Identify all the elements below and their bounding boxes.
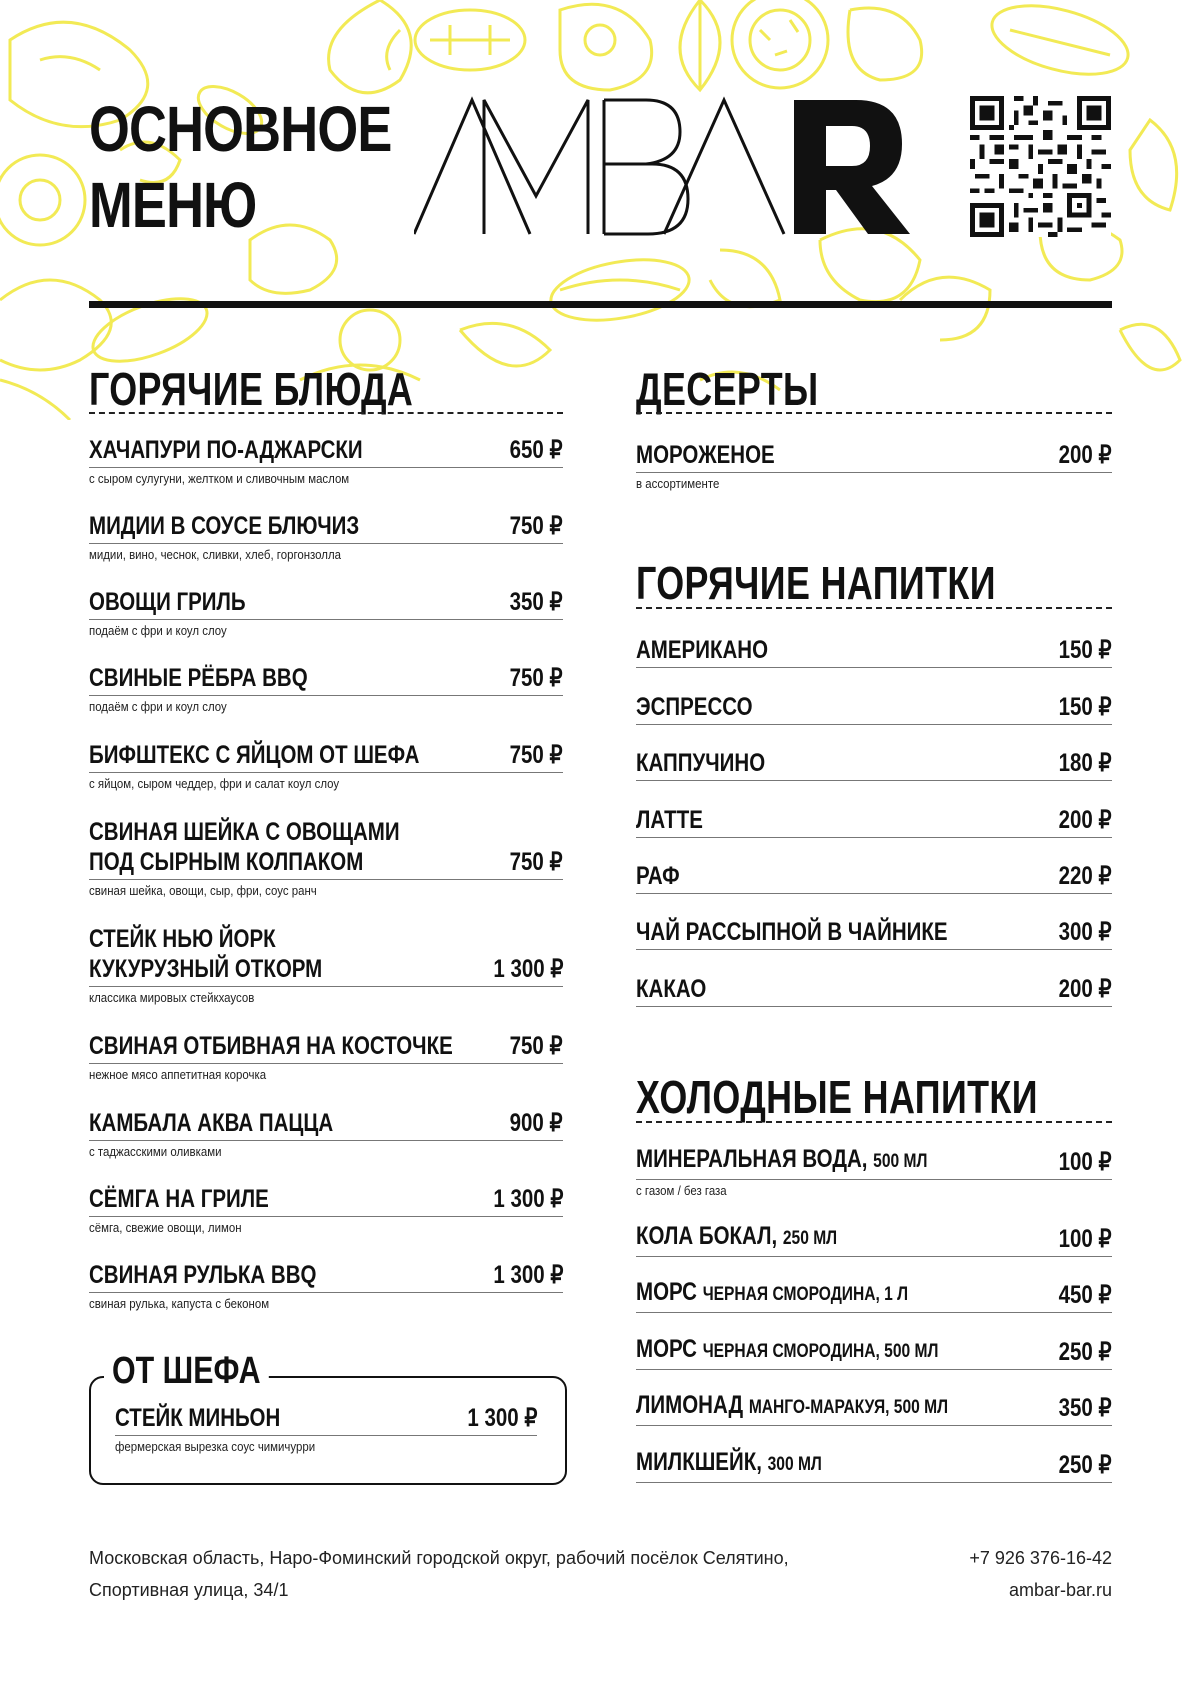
item-name: СТЕЙК МИНЬОН — [115, 1404, 281, 1432]
item-underline — [89, 986, 563, 987]
item-price: 1 300 ₽ — [492, 955, 563, 983]
item-price: 750 ₽ — [510, 848, 563, 876]
item-underline — [89, 467, 563, 468]
item-price: 220 ₽ — [1059, 862, 1112, 890]
item-name — [636, 805, 703, 835]
section-divider — [636, 412, 1112, 414]
item-name — [636, 974, 706, 1004]
menu-item — [636, 917, 1112, 947]
footer-address-line-1: Московская область, Наро-Фоминский городской округ, рабочий посёлок Селятино, — [89, 1548, 789, 1568]
item-volume: ЧЕРНАЯ СМОРОДИНА, 1 Л — [702, 1284, 909, 1305]
item-description: подаём с фри и коул слоу — [89, 699, 227, 714]
item-underline — [636, 667, 1112, 668]
item-description: с сыром сулугуни, желтком и сливочным маслом — [89, 471, 350, 486]
item-name — [89, 847, 363, 877]
item-price: 250 ₽ — [1059, 1451, 1112, 1479]
menu-item — [89, 663, 563, 714]
item-underline — [89, 1063, 563, 1064]
menu-item — [636, 861, 1112, 891]
menu-item — [89, 925, 563, 1005]
item-description: с таджасскими оливками — [89, 1144, 222, 1159]
item-name-text: АМЕРИКАНО — [636, 636, 769, 664]
menu-item — [89, 511, 563, 562]
item-price: 350 ₽ — [510, 588, 563, 616]
item-name-text: МОРС — [636, 1278, 698, 1306]
item-name — [636, 1221, 837, 1254]
item-description: с яйцом, сыром чеддер, фри и салат коул слоу — [89, 776, 340, 791]
item-description: с газом / без газа — [636, 1183, 727, 1198]
item-price: 1 300 ₽ — [492, 1185, 563, 1213]
item-name — [636, 635, 768, 665]
item-price: 1 300 ₽ — [492, 1261, 563, 1289]
item-underline — [636, 1425, 1112, 1426]
item-name-text: РАФ — [636, 862, 680, 890]
item-description: фермерская вырезка соус чимичурри — [115, 1439, 316, 1454]
item-name — [636, 692, 753, 722]
item-name — [636, 917, 948, 947]
item-underline — [636, 837, 1112, 838]
item-price: 750 ₽ — [510, 512, 563, 540]
menu-item — [89, 1260, 563, 1311]
section-title: ГОРЯЧИЕ НАПИТКИ — [636, 557, 996, 609]
item-name — [636, 1277, 908, 1310]
item-name-text: СВИНЫЕ РЁБРА BBQ — [89, 664, 308, 692]
item-price: 900 ₽ — [510, 1109, 563, 1137]
item-price: 100 ₽ — [1059, 1225, 1112, 1253]
menu-item — [636, 1280, 1112, 1310]
item-underline — [89, 619, 563, 620]
item-name-text: ХАЧАПУРИ ПО-АДЖАРСКИ — [89, 436, 363, 464]
menu-item — [636, 1145, 1112, 1198]
item-price: 300 ₽ — [1059, 918, 1112, 946]
item-name — [89, 954, 322, 984]
item-name — [89, 511, 359, 541]
section-divider — [636, 1121, 1112, 1123]
item-name-text: МОРС — [636, 1335, 698, 1363]
item-name-text: КАКАО — [636, 975, 707, 1003]
item-underline — [89, 1216, 563, 1217]
item-underline — [89, 695, 563, 696]
item-underline — [636, 780, 1112, 781]
item-underline — [89, 1140, 563, 1141]
menu-item — [89, 1031, 563, 1082]
chef-special-title: ОТ ШЕФА — [104, 1350, 269, 1393]
item-name — [636, 1447, 822, 1480]
item-price: 650 ₽ — [510, 436, 563, 464]
item-underline — [636, 724, 1112, 725]
item-price: 750 ₽ — [510, 1032, 563, 1060]
title-line-2: МЕНЮ — [89, 168, 257, 241]
section-title: ДЕСЕРТЫ — [636, 363, 819, 415]
item-volume: 300 МЛ — [767, 1454, 822, 1475]
menu-item — [636, 1224, 1112, 1254]
item-price: 200 ₽ — [1059, 806, 1112, 834]
item-volume: ЧЕРНАЯ СМОРОДИНА, 500 МЛ — [702, 1341, 939, 1362]
item-name — [89, 435, 363, 465]
item-name-text: ЧАЙ РАССЫПНОЙ В ЧАЙНИКЕ — [636, 918, 948, 946]
menu-item — [636, 692, 1112, 722]
item-name — [636, 1334, 938, 1367]
section-title: ГОРЯЧИЕ БЛЮДА — [89, 363, 414, 415]
item-name-text: СЁМГА НА ГРИЛЕ — [89, 1185, 269, 1213]
item-underline — [636, 1312, 1112, 1313]
menu-item — [89, 1184, 563, 1235]
menu-item — [89, 740, 563, 791]
item-name — [89, 1184, 269, 1214]
item-description: подаём с фри и коул слоу — [89, 623, 227, 638]
header-divider — [89, 301, 1112, 308]
menu-item — [636, 974, 1112, 1004]
item-underline — [636, 472, 1112, 473]
item-name-text: КАППУЧИНО — [636, 749, 766, 777]
item-underline — [89, 543, 563, 544]
menu-item — [89, 818, 563, 898]
item-name-text: ЛИМОНАД — [636, 1391, 744, 1419]
item-underline — [89, 772, 563, 773]
ambar-logo — [414, 96, 924, 236]
item-name-text: МИДИИ В СОУСЕ БЛЮЧИЗ — [89, 512, 360, 540]
item-name-text: МИНЕРАЛЬНАЯ ВОДА, — [636, 1145, 868, 1173]
menu-item — [89, 1108, 563, 1159]
menu-item — [89, 587, 563, 638]
item-name — [636, 1144, 927, 1177]
menu-item — [636, 1450, 1112, 1480]
footer-address-line-2: Спортивная улица, 34/1 — [89, 1580, 289, 1600]
item-price: 1 300 ₽ — [466, 1404, 537, 1432]
item-name — [636, 861, 680, 891]
chef-special-item — [115, 1403, 537, 1454]
item-price: 180 ₽ — [1059, 749, 1112, 777]
menu-item — [636, 635, 1112, 665]
section-title: ХОЛОДНЫЕ НАПИТКИ — [636, 1071, 1038, 1123]
page-title — [89, 92, 392, 243]
menu-item — [636, 440, 1112, 491]
item-underline — [636, 1369, 1112, 1370]
item-volume: 250 МЛ — [782, 1228, 838, 1249]
item-price: 150 ₽ — [1059, 636, 1112, 664]
item-name — [636, 440, 775, 470]
item-name-text: КАМБАЛА АКВА ПАЦЦА — [89, 1109, 334, 1137]
item-price: 750 ₽ — [510, 664, 563, 692]
item-description: свиная шейка, овощи, сыр, фри, соус ранч — [89, 883, 317, 898]
item-name-text: ЭСПРЕССО — [636, 693, 753, 721]
item-underline — [115, 1435, 537, 1436]
item-name-text: КОЛА БОКАЛ, — [636, 1222, 778, 1250]
item-name — [636, 748, 765, 778]
item-name — [89, 663, 308, 693]
item-price: 200 ₽ — [1059, 975, 1112, 1003]
item-name-text: МИЛКШЕЙК, — [636, 1448, 762, 1476]
item-name — [89, 740, 419, 770]
item-description: мидии, вино, чеснок, сливки, хлеб, горгонзолла — [89, 547, 342, 562]
item-underline — [636, 1006, 1112, 1007]
item-underline — [636, 1179, 1112, 1180]
item-name-line-1: СТЕЙК НЬЮ ЙОРК — [89, 925, 276, 953]
item-name — [89, 1260, 316, 1290]
item-price: 200 ₽ — [1059, 441, 1112, 469]
item-name-text: ОВОЩИ ГРИЛЬ — [89, 588, 246, 616]
item-name — [89, 1031, 453, 1061]
item-price: 450 ₽ — [1059, 1281, 1112, 1309]
section-divider — [636, 607, 1112, 609]
item-name-text: СВИНАЯ РУЛЬКА BBQ — [89, 1261, 317, 1289]
item-volume: МАНГО-МАРАКУЯ, 500 МЛ — [748, 1397, 949, 1418]
item-underline — [636, 949, 1112, 950]
item-name-line-1: СВИНАЯ ШЕЙКА С ОВОЩАМИ — [89, 818, 400, 846]
item-underline — [636, 1482, 1112, 1483]
item-name-text: ПОД СЫРНЫМ КОЛПАКОМ — [89, 848, 364, 876]
item-price: 750 ₽ — [510, 741, 563, 769]
item-price: 150 ₽ — [1059, 693, 1112, 721]
item-name-text: МОРОЖЕНОЕ — [636, 441, 775, 469]
item-description: нежное мясо аппетитная корочка — [89, 1067, 267, 1082]
menu-item — [636, 748, 1112, 778]
item-name — [89, 587, 246, 617]
item-volume: 500 МЛ — [873, 1151, 928, 1172]
qr-code — [970, 96, 1111, 237]
footer-site: ambar-bar.ru — [1008, 1580, 1112, 1600]
section-divider — [89, 412, 563, 414]
item-name-text: КУКУРУЗНЫЙ ОТКОРМ — [89, 955, 323, 983]
item-underline — [89, 1292, 563, 1293]
item-name-text: БИФШТЕКС С ЯЙЦОМ ОТ ШЕФА — [89, 741, 420, 769]
menu-item — [636, 1393, 1112, 1423]
item-underline — [636, 893, 1112, 894]
item-description: сёмга, свежие овощи, лимон — [89, 1220, 242, 1235]
title-line-1: ОСНОВНОЕ — [89, 93, 392, 165]
footer-phone: +7 926 376-16-42 — [969, 1548, 1112, 1568]
item-price: 250 ₽ — [1059, 1338, 1112, 1366]
item-underline — [89, 879, 563, 880]
item-name — [636, 1390, 948, 1423]
item-name-text: ЛАТТЕ — [636, 806, 703, 834]
menu-item — [89, 435, 563, 486]
item-name-text: СВИНАЯ ОТБИВНАЯ НА КОСТОЧКЕ — [89, 1032, 453, 1060]
item-price: 100 ₽ — [1059, 1148, 1112, 1176]
menu-item — [636, 1337, 1112, 1367]
item-underline — [636, 1256, 1112, 1257]
item-description: в ассортименте — [636, 476, 720, 491]
menu-item — [636, 805, 1112, 835]
item-description: свиная рулька, капуста с беконом — [89, 1296, 270, 1311]
item-name — [89, 1108, 333, 1138]
item-price: 350 ₽ — [1059, 1394, 1112, 1422]
item-description: классика мировых стейкхаусов — [89, 990, 255, 1005]
